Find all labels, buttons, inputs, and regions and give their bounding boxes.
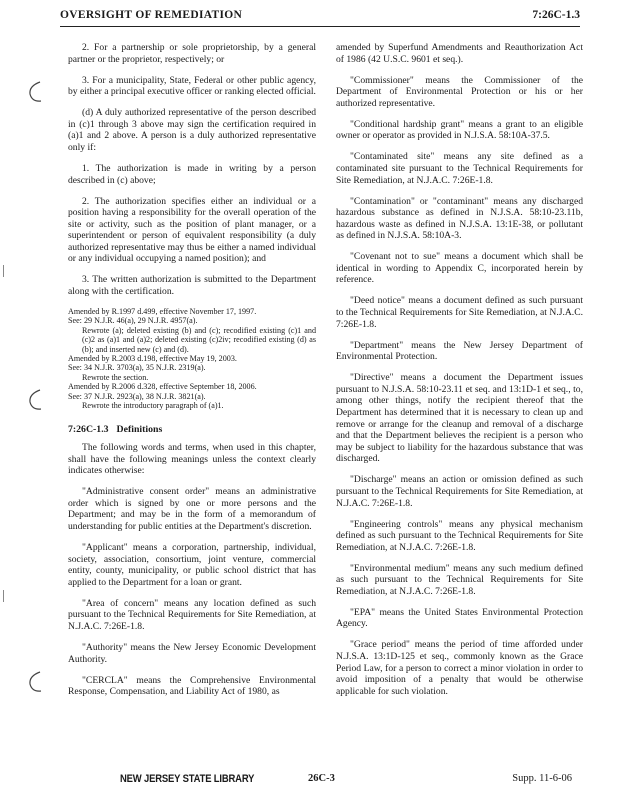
definition: "Discharge" means an action or omission defined as such pursuant to the Technical Requirements for Site Remediation, at N.J.A.C. 7:26E-1.8.	[336, 474, 583, 509]
library-stamp: NEW JERSEY STATE LIBRARY	[120, 773, 255, 785]
definition: "Contaminated site" means any site defined as a contaminated site pursuant to the Technical Requirements for Site Remediation, at N.J.A.C. 7:26E-1.8.	[336, 151, 583, 186]
scan-mark	[3, 590, 4, 602]
history-line: Amended by R.2006 d.328, effective September 18, 2006.	[68, 382, 257, 392]
paragraph: 2. For a partnership or sole proprietorship, by a general partner or the proprietor, respectively; or	[68, 42, 316, 65]
history-line: Amended by R.2003 d.198, effective May 19, 2003.	[68, 354, 237, 364]
supplement-date: Supp. 11-6-06	[512, 773, 572, 784]
page-footer	[60, 773, 580, 789]
definition: "Conditional hardship grant" means a grant to an eligible owner or operator as provided in N.J.S.A. 58:10A-37.5.	[336, 118, 583, 142]
history-line: Amended by R.1997 d.499, effective November 17, 1997.	[68, 307, 257, 317]
history-line: Rewrote (a); deleted existing (b) and (c); recodified existing (c)1 and (c)2 as (a)1 and (a)2; deleted existing (c)2iv; recodified existing (d) as (b); and inserted new (c) and (d).	[82, 325, 316, 354]
definition: "Department" means the New Jersey Department of Environmental Protection.	[336, 339, 583, 363]
definition-continued: amended by Superfund Amendments and Reauthorization Act of 1986 (42 U.S.C. 9601 et seq.).	[336, 42, 583, 65]
definition: "Authority" means the New Jersey Economic Development Authority.	[68, 641, 316, 665]
history-line: See: 37 N.J.R. 2923(a), 38 N.J.R. 3821(a).	[68, 391, 206, 401]
paragraph: 2. The authorization specifies either an individual or a position having a responsibility for the overall operation of the site or activity, such as the position of plant manager, or a superintendent or person of equivalent responsibility (a duly authorized representative may thus be either a named individual or any individual occupying a named position); and	[68, 195, 316, 265]
paragraph: (d) A duly authorized representative of the person described in (c)1 through 3 above may sign the certification required in (a)1 and 2 above. A person is a duly authorized representative only if:	[68, 107, 316, 153]
definition: "Engineering controls" means any physical mechanism defined as such pursuant to the Technical Requirements for Site Remediation, at N.J.A.C. 7:26E-1.8.	[336, 518, 583, 553]
right-column	[336, 42, 583, 707]
page-number: 26C-3	[308, 773, 335, 784]
paragraph: 1. The authorization is made in writing by a person described in (c) above;	[68, 162, 316, 186]
binder-hole-icon	[26, 388, 46, 412]
history-line: See: 34 N.J.R. 3703(a), 35 N.J.R. 2319(a).	[68, 363, 206, 373]
page-header	[60, 6, 580, 27]
definition: "Covenant not to sue" means a document which shall be identical in wording to Appendix C, incorporated herein by reference.	[336, 251, 583, 286]
definition: "Administrative consent order" means an administrative order which is signed by one or more persons and the Department; and may be in the form of a memorandum of understanding for public entities at the Department's discretion.	[68, 486, 316, 533]
definition: "Commissioner" means the Commissioner of the Department of Environmental Protection or his or her authorized representative.	[336, 74, 583, 109]
section-heading-number: 7:26C-1.3	[68, 423, 109, 435]
history-line: Rewrote the section.	[82, 372, 149, 382]
paragraph: The following words and terms, when used in this chapter, shall have the following meanings unless the context clearly indicates otherwise:	[68, 442, 316, 477]
definition: "Deed notice" means a document defined as such pursuant to the Technical Requirements for Site Remediation, at N.J.A.C. 7:26E-1.8.	[336, 295, 583, 330]
paragraph: 3. For a municipality, State, Federal or other public agency, by either a principal executive officer or ranking elected official.	[68, 74, 316, 98]
history-notes	[68, 307, 316, 410]
definition: "Area of concern" means any location defined as such pursuant to the Technical Requirements for Site Remediation, at N.J.A.C. 7:26E-1.8.	[68, 597, 316, 632]
definition: "Directive" means a document the Department issues pursuant to N.J.S.A. 58:10-23.11 et seq. and 13:1D-1 et seq., to, among other things, notify the recipient thereof that the Department has determined that it is necessary to clean up and remove or arrange for the cleanup and removal of a discharge and that the Department believes the recipient is a person who may be subject to liability for the hazardous substance that was discharged.	[336, 372, 583, 465]
definition: "Environmental medium" means any such medium defined as such pursuant to the Technical Requirements for Site Remediation, at N.J.A.C. 7:26E-1.8.	[336, 562, 583, 597]
definition: "CERCLA" means the Comprehensive Environmental Response, Compensation, and Liability Act of 1980, as	[68, 674, 316, 698]
section-number-header: 7:26C-1.3	[532, 9, 580, 21]
history-line: See: 29 N.J.R. 46(a), 29 N.J.R. 4957(a).	[68, 316, 198, 326]
chapter-title: OVERSIGHT OF REMEDIATION	[60, 9, 243, 21]
history-line: Rewrote the introductory paragraph of (a)1.	[82, 401, 224, 411]
binder-hole-icon	[26, 80, 46, 104]
section-heading-title: Definitions	[116, 423, 163, 435]
section-heading	[68, 424, 316, 436]
definition: "Grace period" means the period of time afforded under N.J.S.A. 13:1D-125 et seq., commonly known as the Grace Period Law, for a person to correct a minor violation in order to avoid imposition of a penalty that would be otherwise applicable for such violation.	[336, 639, 583, 697]
definition: "EPA" means the United States Environmental Protection Agency.	[336, 606, 583, 630]
definition: "Contamination" or "contaminant" means any discharged hazardous substance as defined in N.J.S.A. 58:10-23.11b, hazardous waste as defined in N.J.S.A. 13:1E-38, or pollutant as defined in N.J.S.A. 58:10A-3.	[336, 195, 583, 242]
binder-hole-icon	[26, 670, 46, 694]
left-column	[68, 42, 316, 707]
definition: "Applicant" means a corporation, partnership, individual, society, association, consortium, joint venture, commercial entity, county, municipality, or public school district that has applied to the Department for a loan or grant.	[68, 542, 316, 588]
paragraph: 3. The written authorization is submitted to the Department along with the certification.	[68, 274, 316, 298]
scan-mark	[3, 265, 4, 277]
